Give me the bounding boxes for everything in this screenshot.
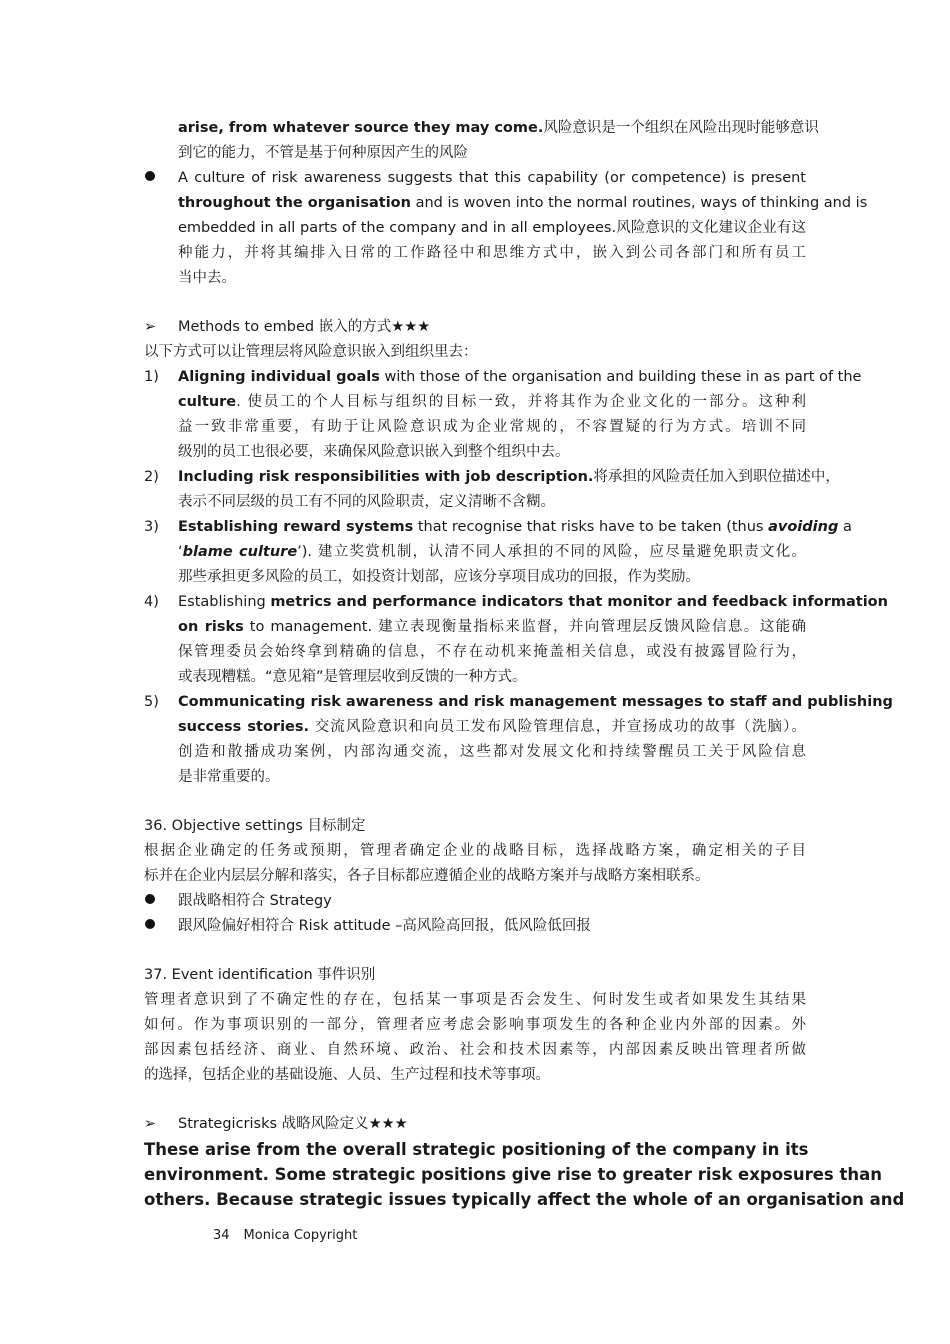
bold-italic-text: avoiding: [768, 519, 839, 535]
list-number: 3): [144, 519, 159, 535]
text: 交流风险意识和向员工发布风险管理信息，并宣扬成功的故事（洗脑）。: [309, 719, 807, 735]
bold-text: metrics and performance indicators that monitor and feedback information: [270, 594, 888, 610]
bullet-item: 跟风险偏好相符合 Risk attitude –高风险高回报，低风险低回报: [178, 918, 591, 934]
bold-text: throughout the organisation: [178, 195, 411, 211]
paragraph-line: 如何。作为事项识别的一部分，管理者应考虑会影响事项发生的各种企业内外部的因素。外: [144, 1017, 806, 1033]
bold-text: culture: [178, 394, 237, 410]
text: 风险意识是一个组织在风险出现时能够意识: [543, 120, 819, 136]
arrow-bullet-icon: ➢: [144, 319, 157, 335]
section-heading: 37. Event identification 事件识别: [144, 967, 376, 983]
text: . 使员工的个人目标与组织的目标一致，并将其作为企业文化的一部分。这种利: [236, 394, 806, 410]
bullet-icon: [145, 171, 155, 181]
paragraph-line: embedded in all parts of the company and in all employees.风险意识的文化建议企业有这: [178, 220, 806, 236]
list-item-line: 那些承担更多风险的员工，如投资计划部，应该分享项目成功的回报，作为奖励。: [178, 569, 700, 585]
list-item-line: [178, 690, 893, 715]
bold-text: Including risk responsibilities with job description.: [178, 469, 594, 485]
paragraph-line: 根据企业确定的任务或预期，管理者确定企业的战略目标，选择战略方案，确定相关的子目: [144, 843, 806, 859]
page-footer: [213, 1226, 371, 1246]
text: ’). 建立奖赏机制，认清不同人承担的不同的风险，应尽量避免职责文化。: [297, 544, 806, 560]
bold-text: arise, from whatever source they may come.: [178, 120, 544, 136]
section-heading: 36. Objective settings 目标制定: [144, 818, 366, 834]
text: ‘: [178, 544, 183, 560]
list-number: 1): [144, 369, 159, 385]
bold-text: Aligning individual goals: [178, 369, 380, 385]
list-item-line: [178, 465, 840, 490]
text: Establishing: [178, 594, 271, 610]
arrow-bullet-icon: ➢: [144, 1116, 157, 1132]
bold-text: on risks: [178, 619, 244, 635]
section-heading: Methods to embed 嵌入的方式★★★: [178, 319, 431, 335]
bullet-icon: [145, 919, 155, 929]
paragraph-line: 当中去。: [178, 270, 236, 286]
list-number: 5): [144, 694, 159, 710]
text: that recognise that risks have to be taken (thus: [413, 519, 769, 535]
list-item-line: [178, 540, 806, 565]
page-number: 34: [213, 1228, 230, 1243]
list-item-line: [178, 715, 806, 740]
list-item-line: [178, 365, 862, 390]
list-item-line: 保管理委员会始终拿到精确的信息，不存在动机来掩盖相关信息，或没有披露冒险行为，: [178, 644, 806, 660]
paragraph-line: A culture of risk awareness suggests that this capability (or competence) is present: [178, 170, 806, 186]
list-item-line: [178, 590, 888, 615]
list-item-line: 级别的员工也很必要，来确保风险意识嵌入到整个组织中去。: [178, 444, 570, 460]
bold-italic-text: blame culture: [182, 544, 298, 560]
paragraph-line: [178, 191, 868, 216]
bold-text: Communicating risk awareness and risk management messages to staff and publishing: [178, 694, 893, 710]
paragraph-line: These arise from the overall strategic positioning of the company in its: [144, 1140, 809, 1159]
copyright-text: Monica Copyright: [243, 1228, 358, 1243]
list-item-line: 益一致非常重要，有助于让风险意识成为企业常规的，不容置疑的行为方式。培训不同: [178, 419, 806, 435]
list-item-line: [178, 390, 806, 415]
paragraph-line: 部因素包括经济、商业、自然环境、政治、社会和技术因素等，内部因素反映出管理者所做: [144, 1042, 806, 1058]
list-item-line: 创造和散播成功案例，内部沟通交流，这些都对发展文化和持续警醒员工关于风险信息: [178, 744, 806, 760]
text: 将承担的风险责任加入到职位描述中，: [593, 469, 840, 485]
paragraph-line: 到它的能力，不管是基于何种原因产生的风险: [178, 145, 468, 161]
bold-text: success stories.: [178, 719, 310, 735]
paragraph-line: others. Because strategic issues typically affect the whole of an organisation and: [144, 1190, 905, 1209]
bullet-icon: [145, 894, 155, 904]
text: and is woven into the normal routines, ways of thinking and is: [410, 195, 868, 211]
list-item-line: [178, 615, 806, 640]
paragraph-line: 标并在企业内层层分解和落实，各子目标都应遵循企业的战略方案并与战略方案相联系。: [144, 868, 710, 884]
list-number: 4): [144, 594, 159, 610]
text: with those of the organisation and building these in as part of the: [379, 369, 862, 385]
list-item-line: 表示不同层级的员工有不同的风险职责，定义清晰不含糊。: [178, 494, 555, 510]
paragraph-line: 种能力，并将其编排入日常的工作路径中和思维方式中，嵌入到公司各部门和所有员工: [178, 245, 806, 261]
list-item-line: 或表现糟糕。“意见箱”是管理层收到反馈的一种方式。: [178, 669, 527, 685]
bullet-item: 跟战略相符合 Strategy: [178, 893, 332, 909]
bold-text: Establishing reward systems: [178, 519, 414, 535]
text: to management. 建立表现衡量指标来监督，并向管理层反馈风险信息。这能确: [243, 619, 807, 635]
list-item-line: [178, 515, 852, 540]
list-item-line: 是非常重要的。: [178, 769, 280, 785]
paragraph-line: 以下方式可以让管理层将风险意识嵌入到组织里去：: [144, 344, 478, 360]
paragraph-line: 的选择，包括企业的基础设施、人员、生产过程和技术等事项。: [144, 1067, 550, 1083]
section-heading: Strategicrisks 战略风险定义★★★: [178, 1116, 408, 1132]
paragraph-line: [178, 116, 819, 141]
paragraph-line: environment. Some strategic positions give rise to greater risk exposures than: [144, 1165, 883, 1184]
text: a: [838, 519, 852, 535]
paragraph-line: 管理者意识到了不确定性的存在，包括某一事项是否会发生、何时发生或者如果发生其结果: [144, 992, 806, 1008]
list-number: 2): [144, 469, 159, 485]
